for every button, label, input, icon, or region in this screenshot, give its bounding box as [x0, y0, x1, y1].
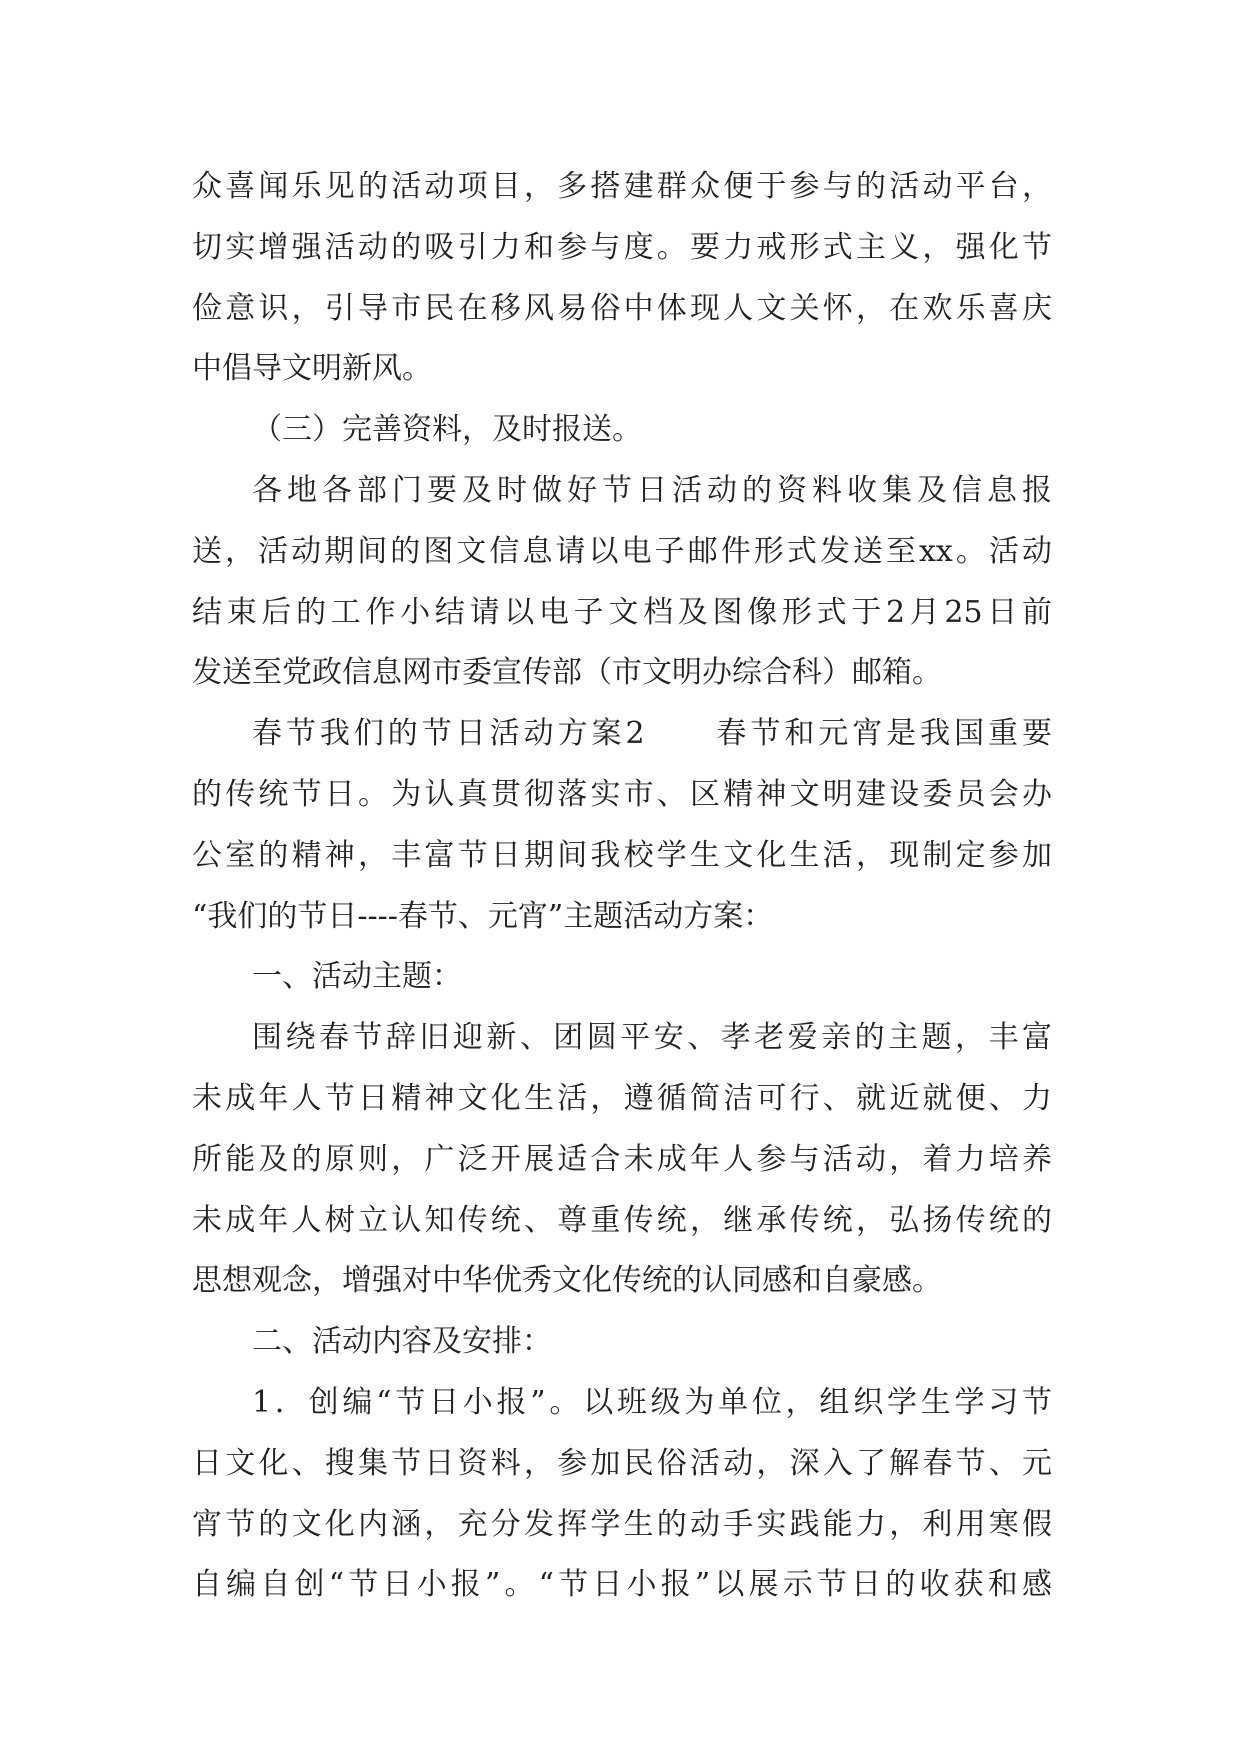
- document-line: 各地各部门要及时做好节日活动的资料收集及信息报: [252, 472, 1052, 508]
- document-line: 俭意识，引导市民在移风易俗中体现人文关怀，在欢乐喜庆: [192, 290, 1052, 326]
- document-line: 未成年人树立认知传统、尊重传统，继承传统，弘扬传统的: [192, 1202, 1052, 1238]
- document-line: 二、活动内容及安排：: [252, 1324, 552, 1360]
- document-line: 众喜闻乐见的活动项目，多搭建群众便于参与的活动平台，: [192, 169, 1052, 204]
- document-line: （三）完善资料，及时报送。: [252, 412, 642, 448]
- document-line: 宵节的文化内涵，充分发挥学生的动手实践能力，利用寒假: [192, 1506, 1052, 1542]
- document-line: 未成年人节日精神文化生活，遵循简洁可行、就近就便、力: [192, 1080, 1052, 1116]
- document-line: 公室的精神，丰富节日期间我校学生文化生活，现制定参加: [192, 837, 1052, 873]
- document-line: 的传统节日。为认真贯彻落实市、区精神文明建设委员会办: [192, 776, 1052, 812]
- document-line: 结束后的工作小结请以电子文档及图像形式于2月25日前: [192, 594, 1052, 630]
- document-body: [192, 157, 1052, 1616]
- document-line: 中倡导文明新风。: [192, 351, 432, 387]
- document-line: 日文化、搜集节日资料，参加民俗活动，深入了解春节、元: [192, 1445, 1052, 1481]
- document-line: 自编自创“节日小报”。“节日小报”以展示节日的收获和感: [192, 1567, 1052, 1603]
- document-line: 一、活动主题：: [252, 959, 462, 995]
- document-line: 春节我们的节日活动方案2 春节和元宵是我国重要: [252, 716, 1052, 752]
- document-line: 1．创编“节日小报”。以班级为单位，组织学生学习节: [252, 1384, 1052, 1420]
- document-line: 送，活动期间的图文信息请以电子邮件形式发送至xx。活动: [192, 533, 1052, 569]
- document-line: 所能及的原则，广泛开展适合未成年人参与活动，着力培养: [192, 1141, 1052, 1177]
- document-line: 思想观念，增强对中华优秀文化传统的认同感和自豪感。: [192, 1263, 942, 1299]
- document-line: 切实增强活动的吸引力和参与度。要力戒形式主义，强化节: [192, 229, 1052, 265]
- document-line: 发送至党政信息网市委宣传部（市文明办综合科）邮箱。: [192, 655, 942, 691]
- document-line: “我们的节日----春节、元宵”主题活动方案：: [192, 898, 774, 934]
- document-line: 围绕春节辞旧迎新、团圆平安、孝老爱亲的主题，丰富: [252, 1020, 1052, 1056]
